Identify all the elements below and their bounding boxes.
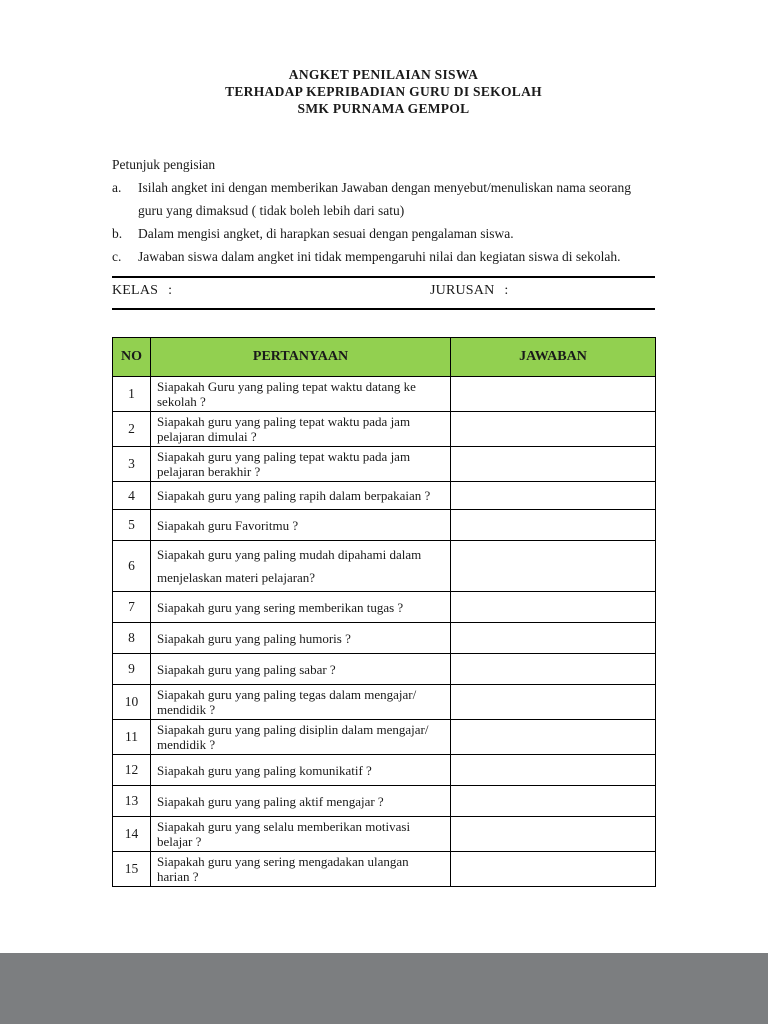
question-cell: Siapakah guru yang paling tepat waktu pada jam pelajaran berakhir ? (151, 447, 451, 482)
question-cell: Siapakah guru yang selalu memberikan motivasi belajar ? (151, 817, 451, 852)
question-cell: Siapakah guru yang paling mudah dipahami dalam menjelaskan materi pelajaran? (151, 541, 451, 592)
row-number: 13 (113, 786, 151, 817)
answer-cell (451, 377, 656, 412)
instructions-list (112, 176, 655, 268)
row-number: 3 (113, 447, 151, 482)
table-row (113, 447, 656, 482)
jurusan-field (430, 283, 508, 299)
col-header-pertanyaan: PERTANYAAN (151, 338, 451, 377)
instruction-text: Dalam mengisi angket, di harapkan sesuai dengan pengalaman siswa. (138, 226, 514, 241)
answer-cell (451, 685, 656, 720)
answer-cell (451, 852, 656, 887)
row-number: 9 (113, 654, 151, 685)
table-row (113, 510, 656, 541)
row-number: 1 (113, 377, 151, 412)
question-cell: Siapakah guru yang sering mengadakan ulangan harian ? (151, 852, 451, 887)
table-row (113, 720, 656, 755)
table-row (113, 852, 656, 887)
questionnaire-table (112, 337, 656, 887)
question-cell: Siapakah guru yang paling humoris ? (151, 623, 451, 654)
answer-cell (451, 720, 656, 755)
col-header-no: NO (113, 338, 151, 377)
answer-cell (451, 447, 656, 482)
answer-cell (451, 482, 656, 510)
instruction-item (112, 245, 655, 268)
answer-cell (451, 541, 656, 592)
instruction-item (112, 176, 655, 222)
answer-cell (451, 412, 656, 447)
document-title (112, 66, 655, 117)
table-row (113, 541, 656, 592)
answer-cell (451, 817, 656, 852)
kelas-label: KELAS (112, 283, 159, 298)
answer-cell (451, 510, 656, 541)
row-number: 15 (113, 852, 151, 887)
kelas-colon: : (168, 283, 173, 298)
answer-cell (451, 654, 656, 685)
table-row (113, 755, 656, 786)
answer-cell (451, 623, 656, 654)
question-cell: Siapakah guru yang paling aktif mengajar ? (151, 786, 451, 817)
table-header-row (113, 338, 656, 377)
row-number: 14 (113, 817, 151, 852)
table-row (113, 623, 656, 654)
title-line-2: TERHADAP KEPRIBADIAN GURU DI SEKOLAH (225, 84, 542, 99)
row-number: 6 (113, 541, 151, 592)
jurusan-colon: : (504, 283, 509, 298)
instruction-item (112, 222, 655, 245)
question-cell: Siapakah Guru yang paling tepat waktu datang ke sekolah ? (151, 377, 451, 412)
table-row (113, 654, 656, 685)
title-line-3: SMK PURNAMA GEMPOL (297, 101, 470, 116)
question-cell: Siapakah guru yang sering memberikan tugas ? (151, 592, 451, 623)
answer-cell (451, 755, 656, 786)
table-row (113, 377, 656, 412)
table-row (113, 412, 656, 447)
table-row (113, 817, 656, 852)
instruction-marker: a. (112, 180, 122, 195)
question-cell: Siapakah guru yang paling tepat waktu pada jam pelajaran dimulai ? (151, 412, 451, 447)
instruction-text: Isilah angket ini dengan memberikan Jawaban dengan menyebut/menuliskan nama seorang guru yang dimaksud ( tidak boleh lebih dari satu) (138, 180, 631, 218)
class-major-section (112, 276, 655, 310)
row-number: 4 (113, 482, 151, 510)
row-number: 7 (113, 592, 151, 623)
question-cell: Siapakah guru yang paling sabar ? (151, 654, 451, 685)
row-number: 8 (113, 623, 151, 654)
kelas-field (112, 283, 172, 299)
table-row (113, 685, 656, 720)
row-number: 2 (113, 412, 151, 447)
instruction-text: Jawaban siswa dalam angket ini tidak mempengaruhi nilai dan kegiatan siswa di sekolah. (138, 249, 621, 264)
title-line-1: ANGKET PENILAIAN SISWA (288, 67, 479, 82)
question-cell: Siapakah guru Favoritmu ? (151, 510, 451, 541)
instruction-marker: c. (112, 249, 122, 264)
row-number: 5 (113, 510, 151, 541)
row-number: 10 (113, 685, 151, 720)
answer-cell (451, 592, 656, 623)
question-cell: Siapakah guru yang paling komunikatif ? (151, 755, 451, 786)
question-cell: Siapakah guru yang paling rapih dalam berpakaian ? (151, 482, 451, 510)
question-cell: Siapakah guru yang paling disiplin dalam mengajar/ mendidik ? (151, 720, 451, 755)
table-row (113, 482, 656, 510)
row-number: 11 (113, 720, 151, 755)
jurusan-label: JURUSAN (430, 283, 495, 298)
answer-cell (451, 786, 656, 817)
table-row (113, 592, 656, 623)
instruction-marker: b. (112, 226, 123, 241)
row-number: 12 (113, 755, 151, 786)
col-header-jawaban: JAWABAN (451, 338, 656, 377)
table-row (113, 786, 656, 817)
question-cell: Siapakah guru yang paling tegas dalam mengajar/ mendidik ? (151, 685, 451, 720)
instructions-heading: Petunjuk pengisian (112, 157, 216, 172)
